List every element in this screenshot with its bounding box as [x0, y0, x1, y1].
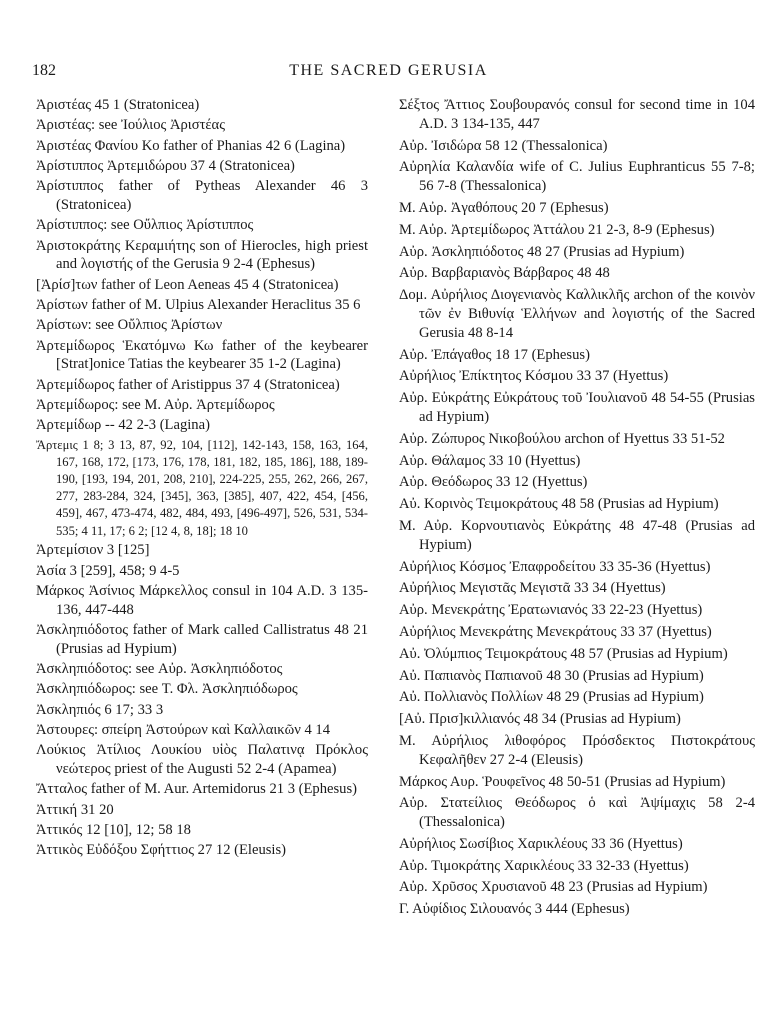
index-entry: Αὐρ. Θάλαμος 33 10 (Hyettus) — [399, 452, 581, 469]
index-entry: Ἀριστέας 45 1 (Stratonicea) — [36, 97, 200, 113]
index-entry: Ἀσκληπιός 6 17; 33 3 — [36, 701, 164, 718]
index-entry: Αὐ. Πολλιανὸς Πολλίων 48 29 (Prusias ad Hypium) — [399, 689, 704, 706]
running-title: THE SACRED GERUSIA — [289, 62, 488, 79]
index-entry: Ἀριστέας: see Ἰούλιος Ἀριστέας — [36, 117, 225, 134]
index-entry: Αὐρ. Εὐκράτης Εὐκράτους τοῦ Ἰουλιανοῦ 48 54-55 (Prusias ad Hypium) — [399, 390, 755, 425]
index-entry: Αὐρήλιος Μενεκράτης Μενεκράτους 33 37 (Hyettus) — [399, 623, 712, 640]
index-entry: Ἀσκληπιόδοτος: see Αὐρ. Ἀσκληπιόδοτος — [36, 661, 283, 678]
index-entry: Αὐρήλιος Σωσίβιος Χαρικλέους 33 36 (Hyettus) — [399, 835, 683, 852]
index-entry: Ἀρίστων: see Οὔλπιος Ἀρίστων — [36, 317, 223, 334]
index-entry: Ἀττική 31 20 — [36, 801, 114, 818]
index-entry: Αὐρ. Ἰσιδώρα 58 12 (Thessalonica) — [399, 137, 608, 154]
index-entry: Δομ. Αὐρήλιος Διογενιανὸς Καλλικλῆς archon of the κοινὸν τῶν ἐν Βιθυνίᾳ Ἑλλήνων and λογιστής of the Sacred Gerusia 48 8-14 — [399, 287, 755, 341]
index-entry: Αὐ. Παπιανὸς Παπιανοῦ 48 30 (Prusias ad Hypium) — [399, 667, 704, 684]
page-number: 182 — [32, 62, 56, 79]
index-entry: Ἀρίστων father of M. Ulpius Alexander Heraclitus 35 6 — [36, 296, 361, 313]
index-entry: Μ. Αὐρ. Κορνουτιανὸς Εὐκράτης 48 47-48 (Prusias ad Hypium) — [399, 517, 755, 553]
index-entry: Ἀττικὸς Εὐδόξου Σφήττιος 27 12 (Eleusis) — [36, 842, 287, 859]
index-entry: Μάρκος Ἀσίνιος Μάρκελλος consul in 104 A.D. 3 135-136, 447-448 — [36, 582, 368, 618]
index-entry: Ἀρίστιππος Ἀρτεμιδώρου 37 4 (Stratonicea) — [36, 157, 295, 174]
index-entry: Αὐρ. Βαρβαριανὸς Βάρβαρος 48 48 — [399, 265, 610, 282]
index-entry: Ἀρίστιππος father of Pytheas Alexander 46 3 (Stratonicea) — [36, 178, 368, 213]
index-entry: Ἀστουρες: σπείρη Ἀστούρων καὶ Καλλαικῶν 4 14 — [36, 721, 331, 738]
index-entry: Ἀριστέας Φανίου Κο father of Phanias 42 6 (Lagina) — [36, 137, 346, 154]
index-entry: Ἀσία 3 [259], 458; 9 4-5 — [36, 562, 180, 579]
index-entry: Αὐρ. Θεόδωρος 33 12 (Hyettus) — [399, 474, 588, 491]
index-entry: Αὐρ. Στατείλιος Θεόδωρος ὁ καὶ Ἀψίμαχις 58 2-4 (Thessalonica) — [399, 795, 755, 831]
index-column-right — [399, 96, 755, 922]
index-entry: [Αὐ. Πρισ]κιλλιανός 48 34 (Prusias ad Hypium) — [399, 711, 681, 728]
index-entry: Αὐρήλιος Κόσμος Ἐπαφροδείτου 33 35-36 (Hyettus) — [399, 558, 711, 575]
index-entry: Ἀρτεμίδωρ -- 42 2-3 (Lagina) — [36, 417, 210, 434]
index-entry: Αὐρ. Τιμοκράτης Χαρικλέους 33 32-33 (Hyettus) — [399, 857, 689, 874]
index-entry: Ἀρίστιππος: see Οὔλπιος Ἀρίστιππος — [36, 217, 254, 234]
index-entry: Αὐρ. Ζώπυρος Νικοβούλου archon of Hyettus 33 51-52 — [399, 430, 725, 447]
index-entry: Μάρκος Αυρ. Ῥουφεῖνος 48 50-51 (Prusias ad Hypium) — [399, 773, 726, 790]
index-entry: Ἀσκληπιόδοτος father of Mark called Callistratus 48 21 (Prusias ad Hypium) — [36, 621, 368, 657]
index-entry: Σέξτος Ἄττιος Σουβουρανός consul for second time in 104 A.D. 3 134-135, 447 — [399, 97, 755, 132]
index-entry: Ἀρτεμίδωρος father of Aristippus 37 4 (Stratonicea) — [36, 376, 340, 393]
index-entry: [Ἀρίσ]των father of Leon Aeneas 45 4 (Stratonicea) — [36, 276, 339, 293]
index-entry: Μ. Αὐρ. Ἀρτεμίδωρος Ἀττάλου 21 2-3, 8-9 (Ephesus) — [399, 221, 715, 238]
index-column-left — [36, 96, 368, 862]
index-entry: Ἀριστοκράτης Κεραμιήτης son of Hierocles, high priest and λογιστής of the Gerusia 9 2-4 (Ephesus) — [36, 237, 368, 273]
index-entry: Αὐρ. Ἀσκληπιόδοτος 48 27 (Prusias ad Hypium) — [399, 243, 685, 260]
index-entry: Αὐρήλιος Ἐπίκτητος Κόσμου 33 37 (Hyettus) — [399, 368, 669, 385]
index-entry: Μ. Αὐρήλιος λιθοφόρος Πρόσδεκτος Πιστοκράτους Κεφαλῆθεν 27 2-4 (Eleusis) — [399, 732, 755, 768]
index-entry: Γ. Αὐφίδιος Σιλουανός 3 444 (Ephesus) — [399, 901, 630, 918]
index-entry: Ἄτταλος father of M. Aur. Artemidorus 21 3 (Ephesus) — [36, 781, 358, 798]
index-entry: Αὐρ. Μενεκράτης Ἐρατωνιανός 33 22-23 (Hyettus) — [399, 602, 703, 619]
index-entry: Αὐ. Κορινὸς Τειμοκράτους 48 58 (Prusias ad Hypium) — [399, 496, 719, 513]
index-entry: Λούκιος Ἀτίλιος Λουκίου υἱὸς Παλατινᾳ Πρόκλος νεώτερος priest of the Augusti 52 2-4 (Apamea) — [36, 742, 368, 778]
index-entry: Ἀττικός 12 [10], 12; 58 18 — [36, 821, 191, 838]
index-entry: Ἀρτεμίσιον 3 [125] — [36, 542, 150, 559]
index-entry: Ἄρτεμις 1 8; 3 13, 87, 92, 104, [112], 142-143, 158, 163, 164, 167, 168, 172, [173, 176, 178, 181, 182, 185, 186], 188, 189-190, [193, 194, 201, 208, 210], 224-225, 255, 262, 266, 267, 277, 283-284, 324, [345], 363, [385], 407, 422, 454, [456, 459], 467, 473-474, 482, 484, 493, [496-497], 526, 531, 534-535; 4 11, 17; 6 2; [12 4, 8, 18]; 18 10 — [36, 437, 368, 538]
index-entry: Αὐρηλία Καλανδία wife of C. Julius Euphranticus 55 7-8; 56 7-8 (Thessalonica) — [399, 159, 755, 195]
index-entry: Μ. Αὐρ. Ἀγαθόπους 20 7 (Ephesus) — [399, 199, 609, 216]
index-entry: Ἀρτεμίδωρος Ἑκατόμνω Κω father of the keybearer [Strat]onice Tatias the keybearer 35 1-2 (Lagina) — [36, 337, 368, 373]
index-entry: Αὐρ. Χρῦσος Χρυσιανοῦ 48 23 (Prusias ad Hypium) — [399, 879, 708, 896]
index-entry: Ἀρτεμίδωρος: see Μ. Αὐρ. Ἀρτεμίδωρος — [36, 396, 275, 413]
index-entry: Αὐ. Ὀλύμπιος Τειμοκράτους 48 57 (Prusias ad Hypium) — [399, 645, 728, 662]
index-entry: Αὐρήλιος Μεγιστᾶς Μεγιστᾶ 33 34 (Hyettus) — [399, 580, 666, 597]
index-entry: Ἀσκληπιόδωρος: see Τ. Φλ. Ἀσκληπιόδωρος — [36, 681, 298, 698]
index-entry: Αὐρ. Ἐπάγαθος 18 17 (Ephesus) — [399, 346, 590, 363]
